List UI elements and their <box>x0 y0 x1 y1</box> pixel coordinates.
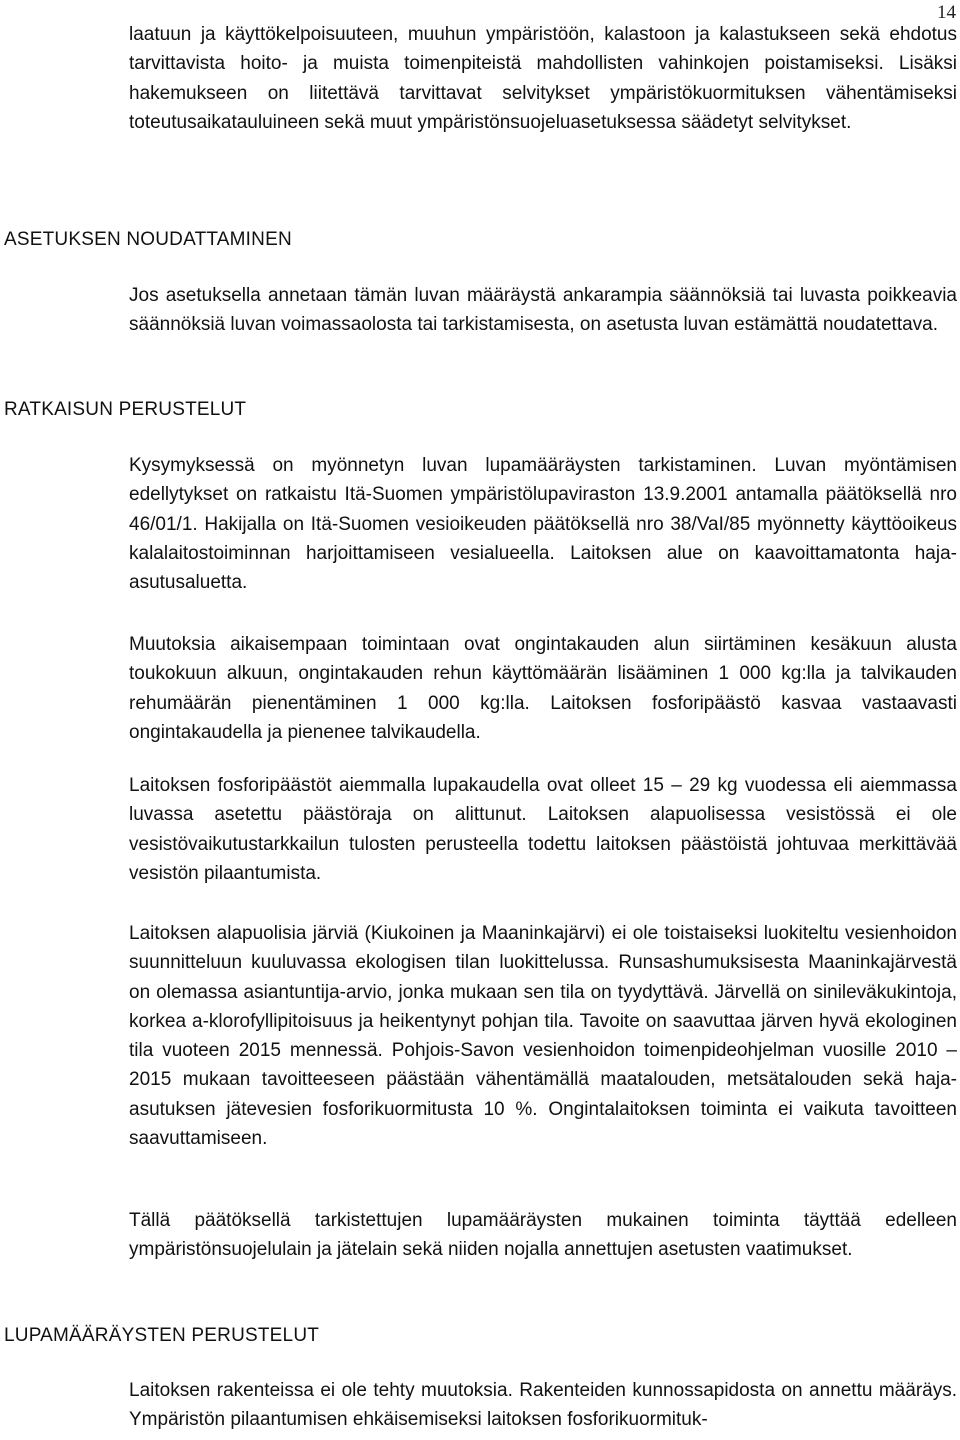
paragraph-muutoksia: Muutoksia aikaisempaan toimintaan ovat ongintakauden alun siirtäminen kesäkuun alusta toukokuun alkuun, ongintakauden rehun käyttömäärän lisääminen 1 000 kg:lla ja talvikauden rehumäärän pienentäminen 1 000 kg:lla. Laitoksen fosforipäästö kasvaa vastaavasti ongintakaudella ja pienenee talvikaudella. <box>129 634 957 743</box>
paragraph-rakenteet: Laitoksen rakenteissa ei ole tehty muutoksia. Rakenteiden kunnossapidosta on annettu määräys. Ympäristön pilaantumisen ehkäisemiseksi laitoksen fosforikuormituk- <box>129 1380 957 1431</box>
paragraph-jarvet: Laitoksen alapuolisia järviä (Kiukoinen ja Maaninkajärvi) ei ole toistaiseksi luokiteltu vesienhoidon suunnitteluun kuuluvassa ekologisen tilan luokittelussa. Runsashumuksisesta Maaninkajärvestä on olemassa asiantuntija-arvio, jonka mukaan sen tila on tyydyttävä. Järvellä on sinileväkukintoja, korkea a-klorofyllipitoisuus ja heikentynyt pohjan tila. Tavoite on saavuttaa järven hyvä ekologinen tila vuoteen 2015 mennessä. Pohjois-Savon vesienhoidon toimenpideohjelman vuosille 2010 – 2015 mukaan tavoitteeseen päästään vähentämällä maatalouden, metsätalouden sekä haja-asutuksen jätevesien fosforikuormitusta 10 %. Ongintalaitoksen toiminta ei vaikuta tavoitteen saavuttamiseen. <box>129 923 957 1150</box>
paragraph-intro: laatuun ja käyttökelpoisuuteen, muuhun ympäristöön, kalastoon ja kalastukseen sekä ehdotus tarvittavista hoito- ja muista toimenpiteistä mahdollisten vahinkojen poistamiseksi. Lisäksi hakemukseen on liitettävä tarvittavat selvitykset ympäristökuormituksen vähentämiseksi toteutusaikatauluineen sekä muut ympäristönsuojeluasetuksessa säädetyt selvitykset. <box>129 24 957 133</box>
heading-ratkaisun-perustelut: RATKAISUN PERUSTELUT <box>4 399 247 420</box>
paragraph-asetus: Jos asetuksella annetaan tämän luvan määräystä ankarampia säännöksiä tai luvasta poikkeavia säännöksiä luvan voimassaolosta tai tarkistamisesta, on asetusta luvan estämättä noudatettava. <box>129 285 957 336</box>
heading-lupamaaraysten-perustelut: LUPAMÄÄRÄYSTEN PERUSTELUT <box>4 1325 320 1346</box>
page-number: 14 <box>937 2 956 23</box>
heading-asetuksen-noudattaminen: ASETUKSEN NOUDATTAMINEN <box>4 229 292 250</box>
paragraph-kysymyksessa: Kysymyksessä on myönnetyn luvan lupamääräysten tarkistaminen. Luvan myöntämisen edellytykset on ratkaistu Itä-Suomen ympäristölupaviraston 13.9.2001 antamalla päätöksellä nro 46/01/1. Hakijalla on Itä-Suomen vesioikeuden päätöksellä nro 38/VaI/85 myönnetty käyttöoikeus kalalaitostoiminnan harjoittamiseen vesialueella. Laitoksen alue on kaavoittamatonta haja-asutusaluetta. <box>129 455 957 594</box>
paragraph-fosforipaastot: Laitoksen fosforipäästöt aiemmalla lupakaudella ovat olleet 15 – 29 kg vuodessa eli aiemmassa luvassa asetettu päästöraja on alittunut. Laitoksen alapuolisessa vesistössä ei ole vesistövaikutustarkkailun tulosten perusteella todettu laitoksen päästöistä johtuvaa merkittävää vesistön pilaantumista. <box>129 775 957 884</box>
paragraph-tarkistetut-lupamaaraykset: Tällä päätöksellä tarkistettujen lupamääräysten mukainen toiminta täyttää edelleen ympäristönsuojelulain ja jätelain sekä niiden nojalla annettujen asetusten vaatimukset. <box>129 1210 957 1261</box>
